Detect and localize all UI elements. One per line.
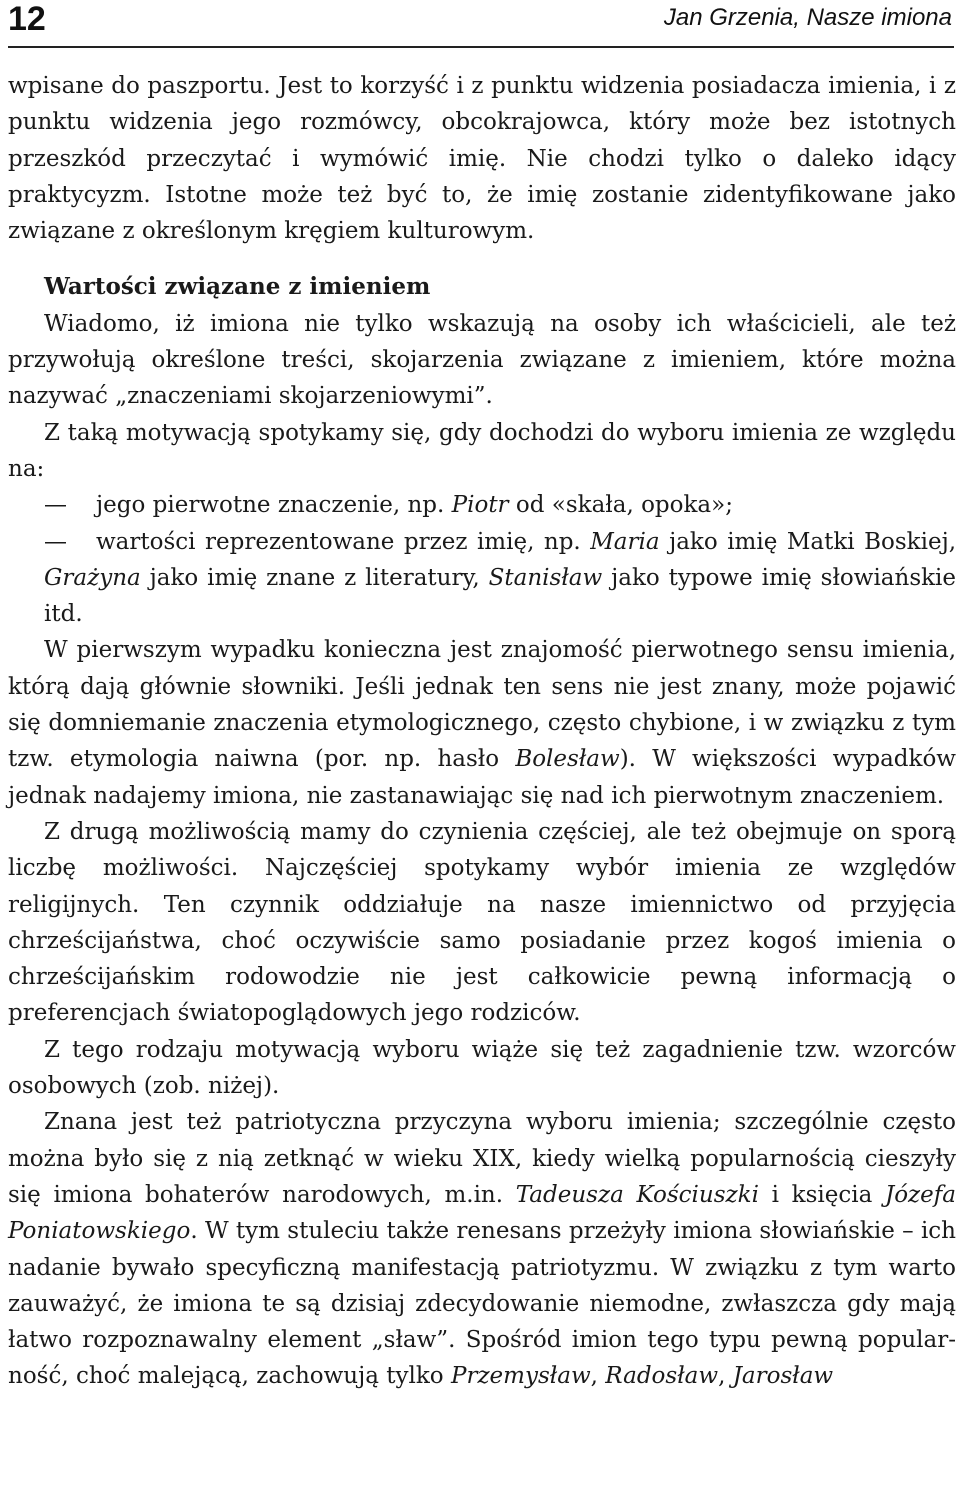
name-kosciuszko: Tadeusza Kościuszki — [515, 1181, 759, 1208]
section-heading: Wartości związane z imieniem — [44, 273, 431, 301]
name-jaroslaw: Jarosław — [732, 1363, 834, 1390]
dash-item-1-text-end: od «skała, opoka»; — [515, 492, 733, 519]
dash-item-2-text-c: jako imię znane z literatury, — [149, 564, 480, 591]
paragraph-6: Z tego rodzaju motywacją wyboru wiąże się też zagadnienie tzw. wzorców osobowych (zob. niżej). — [8, 1036, 956, 1100]
name-boleslaw: Bolesław — [515, 746, 620, 773]
comma: , — [718, 1363, 726, 1390]
name-poniatowski: Józefa Poniatowskiego — [8, 1181, 956, 1245]
name-stanislaw: Stanisław — [488, 564, 603, 591]
paragraph-1: wpisane do paszportu. Jest to korzyść i z punktu widzenia posiadacza imienia, i z punktu widzenia jego rozmówcy, obcokrajowca, który może bez istotnych przeszkód przeczytać i wymówić imię. Nie chodzi tylko o daleko idący praktycyzm. Istotne może też być to, że imię zostanie zidentyfikowane jako związane z określonym kręgiem kulturowym. — [8, 73, 956, 245]
dash-item-2-text-b: jako imię Matki Boskiej, — [669, 528, 957, 555]
dash-marker: — — [44, 492, 67, 519]
paragraph-7-text-c: . W tym stuleciu także renesans przeżyły imiona słowiańskie – ich nadanie bywało specyficzną manifestacją patriotyzmu. W związku z tym warto zauważyć, że imiona te są dzisiaj zdecydowanie niemodne, zwłaszcza gdy mają łatwo rozpoznawalny element „sław”. Spośród imion tego typu pewną popularność, choć malejącą, zachowują tylko — [8, 1218, 956, 1390]
dash-marker: — — [44, 528, 67, 555]
paragraph-4 — [8, 632, 956, 813]
name-przemyslaw: Przemysław — [450, 1363, 591, 1390]
paragraph-2: Wiadomo, iż imiona nie tylko wskazują na osoby ich właścicieli, ale też przywołują określone treści, skojarzenia związane z imieniem, które można nazywać „znaczeniami skojarzeniowymi”. — [8, 310, 956, 410]
paragraph-4-text: W pierwszym wypadku konieczna jest znajomość pierwotnego sensu imienia, którą dają głównie słowniki. Jeśli jednak ten sens nie jest znany, może pojawić się domniemanie znaczenia etymologicznego, często chybione, i w związku z tym tzw. etymologia naiwna (por. np. hasło — [8, 637, 956, 773]
name-radoslaw: Radosław — [605, 1363, 719, 1390]
paragraph-3: Z taką motywacją spotykamy się, gdy dochodzi do wyboru imienia ze względu na: — [8, 419, 956, 482]
dash-item-2-text-d: jako typowe imię słowiańskie itd. — [44, 564, 957, 628]
name-grazyna: Grażyna — [44, 564, 141, 591]
name-piotr: Piotr — [451, 492, 509, 519]
dash-item-1 — [8, 487, 956, 523]
paragraph-4-text-end: ). W większości wypadków jednak nadajemy imiona, nie zastanawiając się nad ich pierwotnym znaczeniem. — [8, 746, 956, 809]
page-body — [8, 68, 956, 1395]
dash-item-2-text: wartości reprezentowane przez imię, np. — [96, 528, 581, 555]
comma: , — [590, 1363, 598, 1390]
dash-item-1-text: jego pierwotne znaczenie, np. — [96, 492, 445, 519]
header-rule — [8, 46, 954, 48]
name-maria: Maria — [590, 528, 660, 555]
paragraph-5: Z drugą możliwością mamy do czynienia częściej, ale też obejmuje on sporą liczbę możliwości. Najczęściej spotykamy wybór imienia ze względów religijnych. Ten czynnik oddziałuje na nasze imiennictwo od przyjęcia chrześcijaństwa, choć oczywiście samo posiadanie przez kogoś imienia o chrześcijańskim rodowodzie nie jest całkowicie pewną informacją o preferencjach światopoglądowych jego rodziców. — [8, 818, 956, 1027]
paragraph-7-text: Znana jest też patriotyczna przyczyna wyboru imienia; szczególnie często można było się z nią zetknąć w wieku XIX, kiedy wielką popularnością cieszyły się imiona bohaterów narodowych, m.in. — [8, 1109, 956, 1208]
page-number: 12 — [8, 0, 46, 38]
dash-item-2 — [8, 524, 956, 633]
paragraph-7 — [8, 1104, 956, 1394]
running-head: Jan Grzenia, Nasze imiona — [663, 4, 952, 31]
paragraph-7-text-b: i księcia — [771, 1181, 873, 1208]
